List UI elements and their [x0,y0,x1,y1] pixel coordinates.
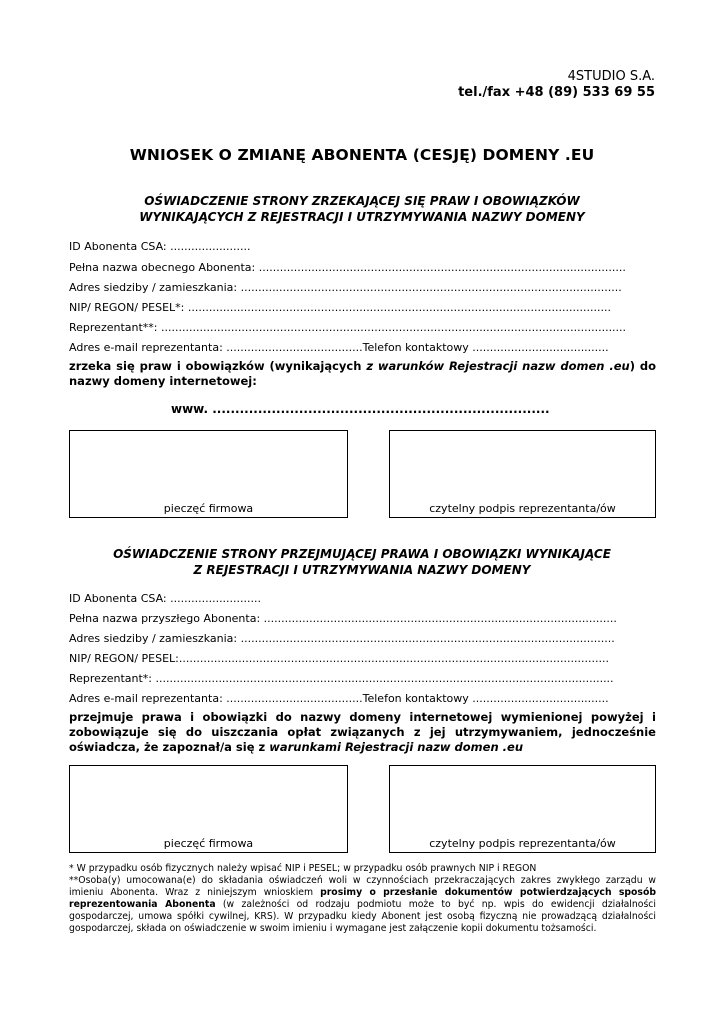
signature-box-2[interactable] [389,765,656,853]
field-email-phone[interactable]: Adres e-mail reprezentanta: .......................................Telefon kontaktowy ....................................... [69,341,609,354]
document-title: WNIOSEK O ZMIANĘ ABONENTA (CESJĘ) DOMENY .EU [129,146,595,164]
field-nip-regon-pesel[interactable]: NIP/ REGON/ PESEL*: ......................................................................................................................... [69,301,611,314]
footnote-2-part3: (w zależności od rodzaju podmiotu może to być np. wpis do ewidencji działalności gospodarczej, umowa spółki cywilnej, KRS). W przypadku kiedy Abonent jest osobą fizyczną nie prowadzącą działalności gospodarczej, składa on oświadczenie w swoim imieniu i wymagane jest załączenie kopii dokumentu tożsamości. [69,899,656,934]
section1-statement [69,359,656,389]
section2-statement-part1: przejmuje prawa i obowiązki do nazwy domeny internetowej wymienionej powyżej i zobowiązuje się do uiszczania opłat związanych z jej utrzymywaniem, jednocześnie oświadcza, że zapoznał/a się z [69,710,656,754]
field-future-subscriber-name[interactable]: Pełna nazwa przyszłego Abonenta: ..................................................................................................... [69,612,617,625]
footnote-2 [69,875,656,935]
field-representative[interactable]: Reprezentant**: ..................................................................................................................................... [69,321,627,334]
company-header [458,69,655,101]
footnote-2-part1: **Osoba(y) umocowana(e) do składania oświadczeń woli w czynnościach przekraczających zakres zwykłego zarządu w imieniu Abonenta. Wraz z niniejszym wnioskiem [69,875,656,898]
field-id-abonenta[interactable]: ID Abonenta CSA: ....................... [69,240,251,253]
section1-heading-line2: WYNIKAJĄCYCH Z REJESTRACJI I UTRZYMYWANIA NAZWY DOMENY [139,210,585,224]
company-name: 4STUDIO S.A. [567,69,655,84]
field-nip-regon-pesel-2[interactable]: NIP/ REGON/ PESEL:........................................................................................................................... [69,652,609,665]
signature-label-2: czytelny podpis reprezentanta/ów [429,837,616,850]
field-current-subscriber-name[interactable]: Pełna nazwa obecnego Abonenta: ......................................................................................................... [69,261,626,274]
field-address[interactable]: Adres siedziby / zamieszkania: ............................................................................................................. [69,281,622,294]
section1-heading-line1: OŚWIADCZENIE STRONY ZRZEKAJĄCEJ SIĘ PRAW I OBOWIĄZKÓW [144,194,580,208]
section1-statement-part1: zrzeka się praw i obowiązków (wynikających [69,359,367,373]
section2-heading [0,546,724,578]
stamp-box-2[interactable] [69,765,348,853]
footnote-2-bold: prosimy o przesłanie dokumentów potwierdzających sposób reprezentowania Abonenta [69,887,656,910]
footnotes [69,863,656,935]
stamp-box-1[interactable] [69,430,348,518]
stamp-label-1: pieczęć firmowa [163,502,254,515]
footnote-1: * W przypadku osób fizycznych należy wpisać NIP i PESEL; w przypadku osób prawnych NIP i REGON [69,863,537,874]
field-id-abonenta-2[interactable]: ID Abonenta CSA: .......................... [69,592,262,605]
signature-label-1: czytelny podpis reprezentanta/ów [429,502,616,515]
field-email-phone-2[interactable]: Adres e-mail reprezentanta: .......................................Telefon kontaktowy ....................................... [69,692,609,705]
section1-statement-part2: ) do nazwy domeny internetowej: [69,359,656,388]
section2-statement [69,710,656,755]
field-address-2[interactable]: Adres siedziby / zamieszkania: ........................................................................................................... [69,632,615,645]
section1-statement-italic: z warunków Rejestracji nazw domen .eu [366,359,630,373]
section2-statement-italic: warunkami Rejestracji nazw domen .eu [269,740,524,754]
section2-heading-line1: OŚWIADCZENIE STRONY PRZEJMUJĄCEJ PRAWA I OBOWIĄZKI WYNIKAJĄCE [113,547,611,561]
domain-field[interactable]: www. .......................................................................... [171,402,550,416]
signature-box-1[interactable] [389,430,656,518]
stamp-label-2: pieczęć firmowa [163,837,254,850]
section2-heading-line2: Z REJESTRACJI I UTRZYMYWANIA NAZWY DOMENY [193,563,531,577]
company-phone: tel./fax +48 (89) 533 69 55 [458,85,655,100]
section1-heading [0,193,724,225]
field-representative-2[interactable]: Reprezentant*: ................................................................................................................................... [69,672,614,685]
